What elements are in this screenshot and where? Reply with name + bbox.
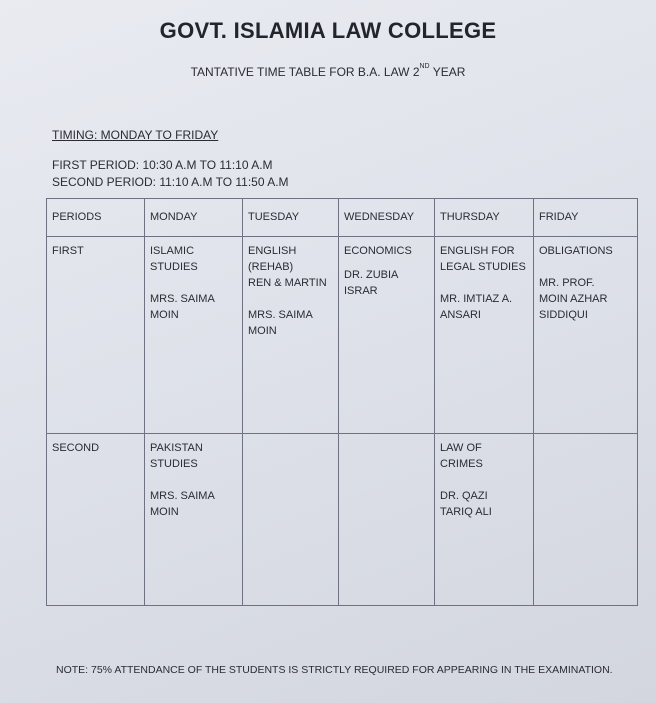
subject-line: STUDIES	[150, 458, 198, 471]
first-tuesday-cell	[243, 236, 339, 434]
subject-line: CRIMES	[440, 458, 483, 471]
subject-line: ENGLISH	[248, 244, 297, 257]
header-row	[47, 199, 638, 237]
second-wednesday-cell	[339, 434, 435, 606]
teacher-line: MOIN AZHAR	[539, 292, 608, 305]
teacher-line: MRS. SAIMA	[150, 490, 215, 503]
timing-heading: TIMING: MONDAY TO FRIDAY	[52, 128, 219, 142]
teacher-line: DR. QAZI	[440, 490, 488, 503]
header-periods: PERIODS	[47, 199, 145, 237]
subtitle-superscript: ND	[419, 63, 430, 70]
header-thursday: THURSDAY	[435, 199, 534, 237]
subject-line: REN & MARTIN	[248, 276, 327, 289]
header-wednesday: WEDNESDAY	[339, 199, 435, 237]
teacher-line: MRS. SAIMA	[248, 308, 313, 321]
first-period-time: FIRST PERIOD: 10:30 A.M TO 11:10 A.M	[52, 158, 273, 172]
subject-line: ISLAMIC	[150, 244, 195, 257]
subject-line: PAKISTAN	[150, 442, 203, 455]
teacher-line: SIDDIQUI	[539, 308, 588, 321]
subject-line: OBLIGATIONS	[539, 244, 613, 257]
second-monday-cell	[145, 434, 243, 606]
teacher-line: MOIN	[150, 308, 179, 321]
teacher-line: MR. PROF.	[539, 276, 595, 289]
second-period-row	[47, 434, 638, 606]
teacher-line: MR. IMTIAZ A.	[440, 292, 513, 305]
subject-line: LEGAL STUDIES	[440, 260, 526, 273]
second-friday-cell	[534, 434, 638, 606]
teacher-line: TARIQ ALI	[440, 506, 492, 519]
teacher-line: DR. ZUBIA	[344, 268, 399, 281]
subtitle-main: TANTATIVE TIME TABLE FOR B.A. LAW 2	[190, 65, 420, 79]
first-wednesday-cell	[339, 236, 435, 434]
second-tuesday-cell	[243, 434, 339, 606]
first-friday-cell	[534, 236, 638, 434]
attendance-note: NOTE: 75% ATTENDANCE OF THE STUDENTS IS STRICTLY REQUIRED FOR APPEARING IN THE EXAMINATION.	[56, 664, 613, 676]
subtitle-end: YEAR	[429, 65, 466, 79]
second-thursday-cell	[435, 434, 534, 606]
first-monday-cell	[145, 236, 243, 434]
teacher-line: MOIN	[150, 506, 179, 519]
first-thursday-cell	[435, 236, 534, 434]
teacher-line: ISRAR	[344, 284, 378, 297]
subject-line: (REHAB)	[248, 260, 294, 273]
subject-line: STUDIES	[150, 260, 198, 273]
teacher-line: ANSARI	[440, 308, 481, 321]
college-title: GOVT. ISLAMIA LAW COLLEGE	[159, 18, 497, 43]
header-tuesday: TUESDAY	[243, 199, 339, 237]
timetable	[46, 198, 638, 606]
teacher-line: MRS. SAIMA	[150, 292, 215, 305]
header-friday: FRIDAY	[534, 199, 638, 237]
second-period-time: SECOND PERIOD: 11:10 A.M TO 11:50 A.M	[52, 175, 289, 189]
second-period-label: SECOND	[47, 434, 145, 606]
subject-line: ENGLISH FOR	[440, 244, 515, 257]
timetable-subtitle	[0, 65, 656, 79]
subject-line: ECONOMICS	[344, 244, 412, 257]
first-period-label: FIRST	[47, 236, 145, 434]
header-monday: MONDAY	[145, 199, 243, 237]
first-period-row	[47, 236, 638, 434]
subject-line: LAW OF	[440, 442, 482, 455]
teacher-line: MOIN	[248, 324, 277, 337]
